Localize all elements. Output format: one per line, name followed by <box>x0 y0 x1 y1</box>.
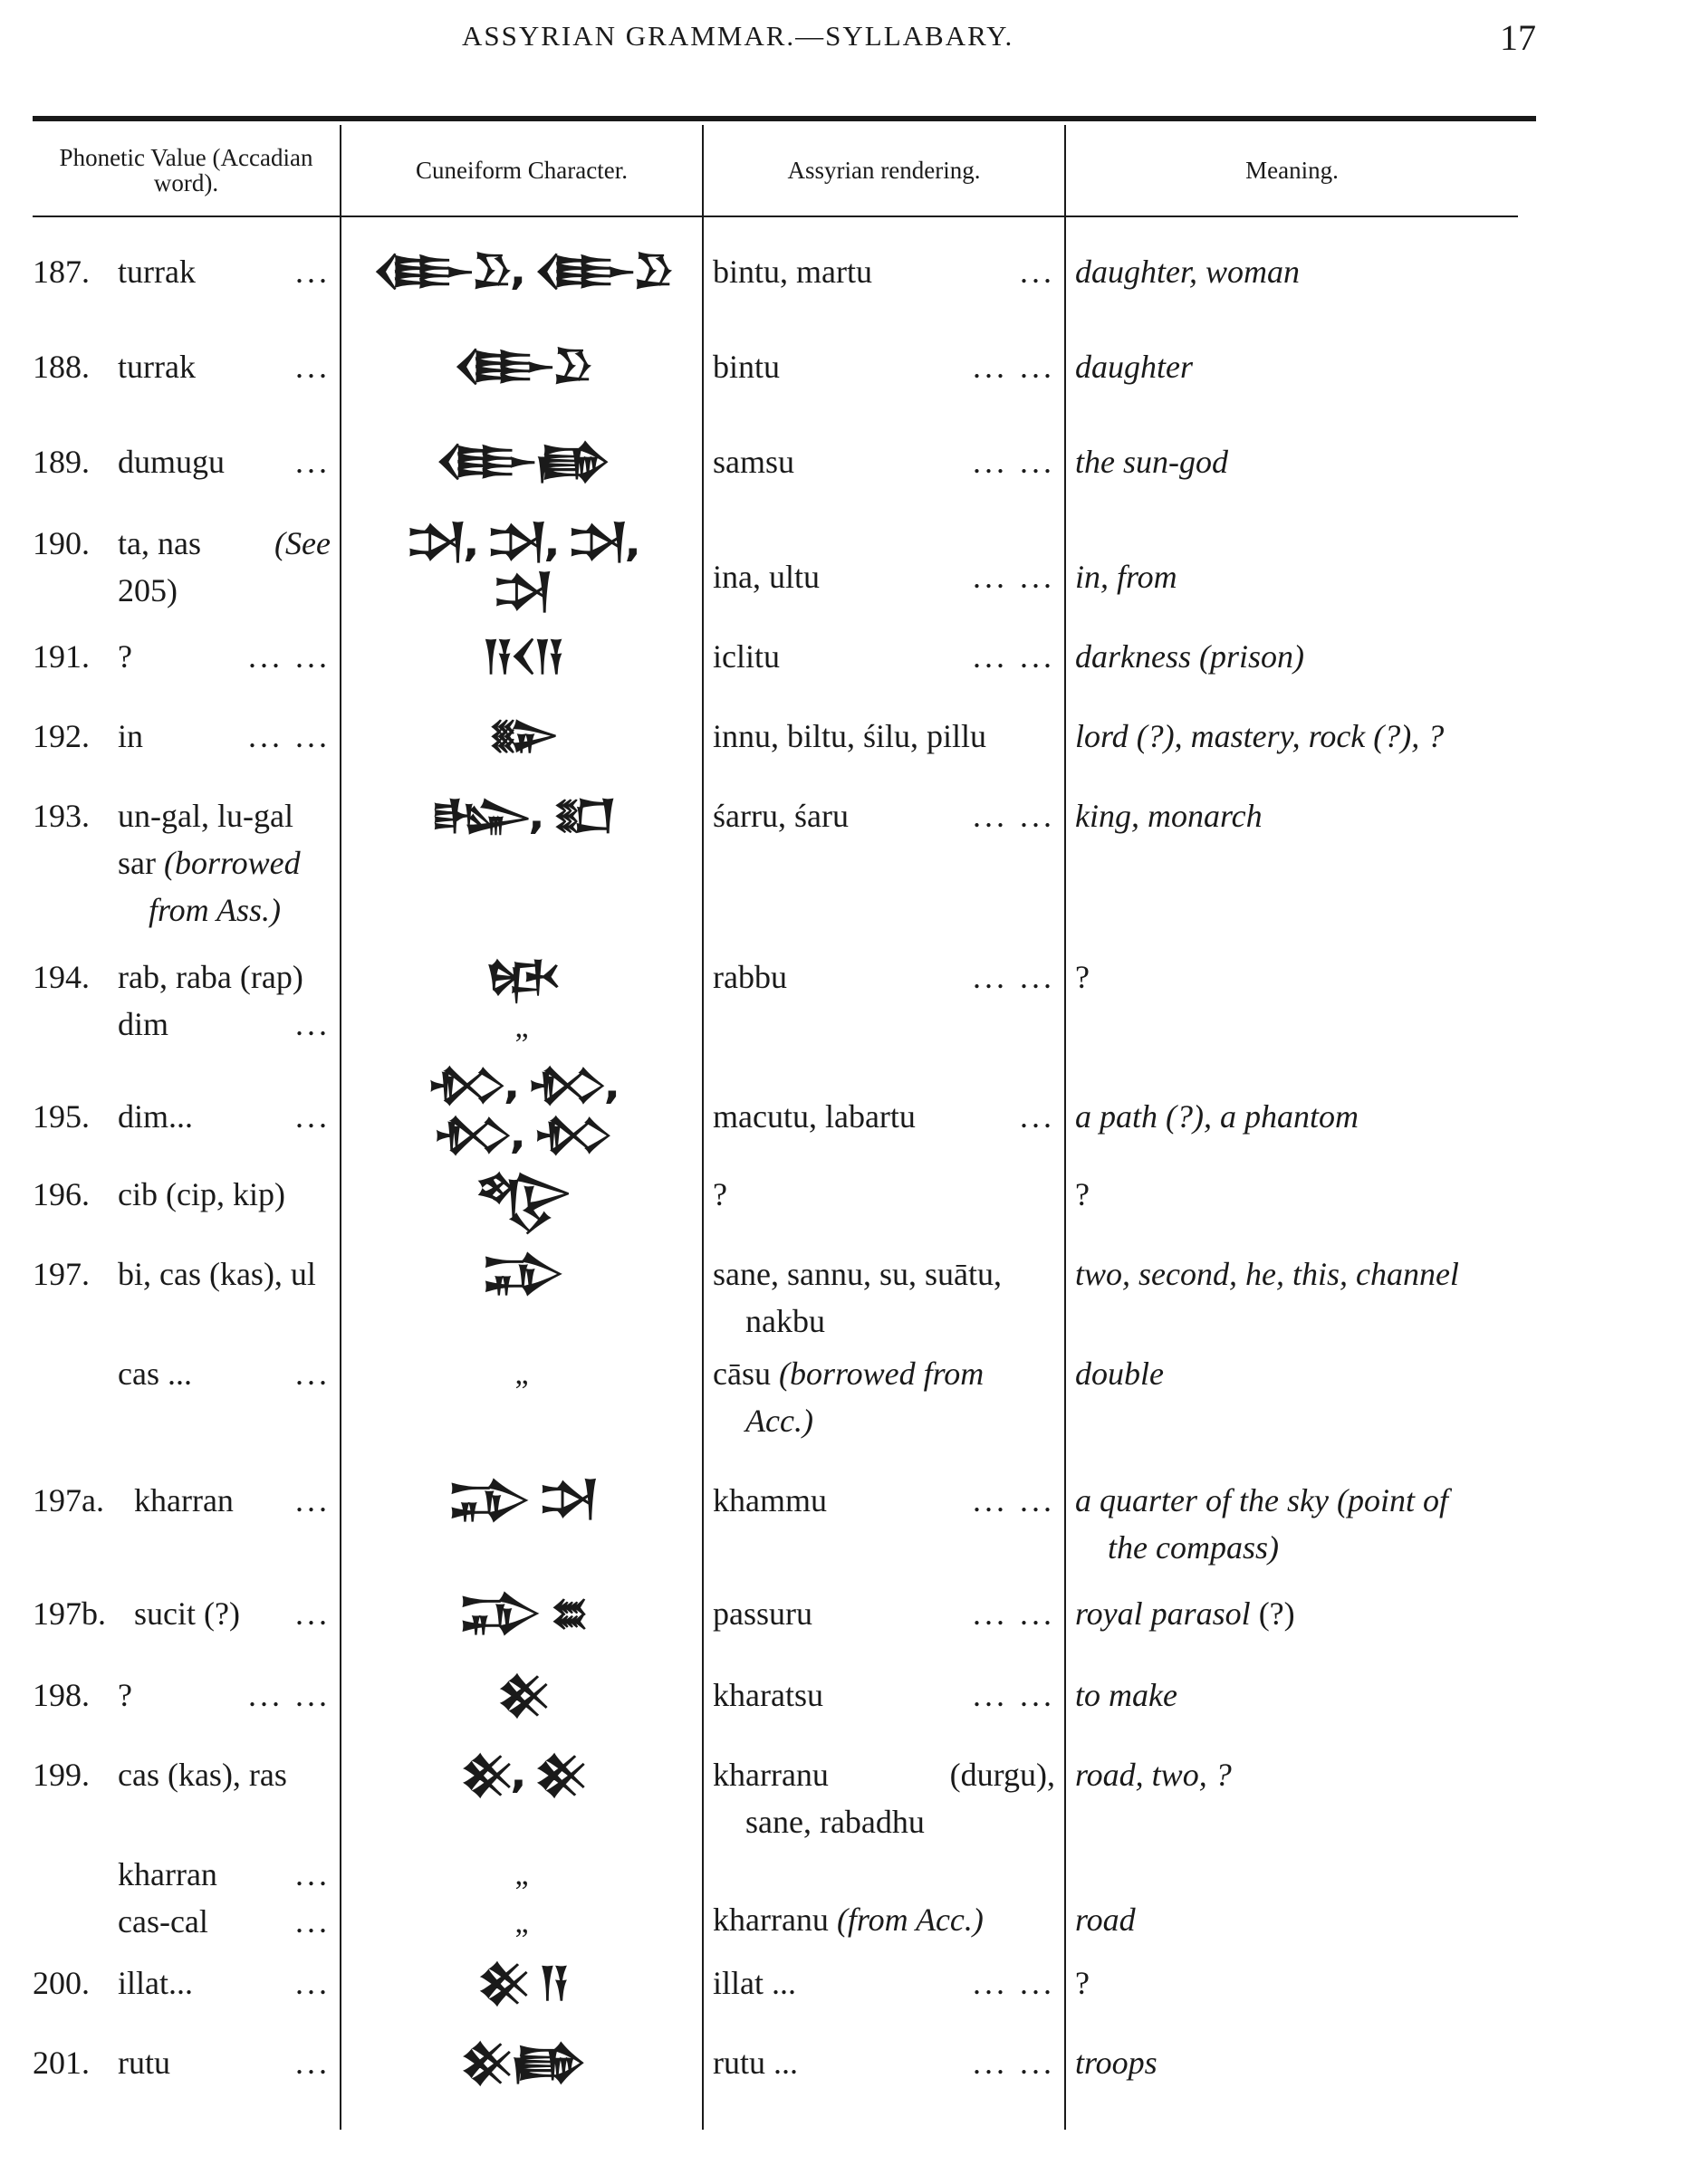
cuneiform-character: 𒋫, 𒋫, 𒋫, <box>406 520 638 566</box>
ditto-mark: „ <box>514 1011 529 1044</box>
meaning: ? <box>1075 1176 1090 1212</box>
table-row <box>33 343 1518 438</box>
ditto-mark: „ <box>514 1357 529 1391</box>
cuneiform-character: 𒆜𒂵 <box>459 2039 584 2085</box>
phonetic-value: rutu <box>118 2045 170 2081</box>
leader-dots: ... ... <box>248 638 331 675</box>
leader-dots: ... <box>1020 1098 1055 1135</box>
assyrian-rendering: bintu, martu <box>713 254 872 290</box>
meaning-cont: (?) <box>1258 1595 1295 1632</box>
table-row <box>33 713 1518 792</box>
cuneiform-character: 𒂂𒊒 <box>453 343 591 389</box>
meaning: road <box>1075 1901 1136 1938</box>
top-rule <box>33 116 1536 121</box>
meaning-cont: (?), mastery, rock (?), ? <box>1136 718 1445 754</box>
assyrian-rendering: kharranu <box>713 1757 829 1793</box>
assyrian-note: (borrowed from <box>778 1355 985 1392</box>
entry-number: 188. <box>33 349 90 385</box>
table-row <box>33 248 1518 343</box>
leader-dots: ... <box>295 1856 331 1892</box>
cuneiform-character: 𒈗, 𒊬 <box>430 792 613 838</box>
page-number: 17 <box>1500 17 1536 58</box>
phonetic-value: rab, raba (rap) <box>118 959 303 995</box>
leader-dots: ... <box>295 1482 331 1518</box>
leader-dots: ... ... <box>973 959 1055 995</box>
meaning-cont: (?), a phantom <box>1166 1098 1359 1135</box>
column-header: Assyrian rendering. <box>703 125 1065 216</box>
phonetic-value: dumugu <box>118 444 226 480</box>
entry-number: 187. <box>33 254 90 290</box>
leader-dots: ... ... <box>973 444 1055 480</box>
meaning: a path <box>1075 1098 1158 1135</box>
leader-dots: ... <box>295 1965 331 2001</box>
assyrian-rendering: illat ... <box>713 1965 796 2001</box>
meaning: ? <box>1075 959 1090 995</box>
assyrian-rendering: ina, ultu <box>713 558 820 595</box>
leader-dots: ... <box>295 2045 331 2081</box>
phonetic-value: un-gal, lu-gal <box>118 798 293 834</box>
assyrian-rendering: passuru <box>713 1595 812 1632</box>
phonetic-value: kharran <box>118 1856 217 1892</box>
meaning: daughter <box>1075 349 1193 385</box>
phonetic-value: dim... <box>118 1098 194 1135</box>
leader-dots: ... ... <box>973 349 1055 385</box>
phonetic-value: turrak <box>118 349 196 385</box>
meaning: to make <box>1075 1677 1177 1713</box>
table-row <box>33 1477 1518 1590</box>
table-row <box>33 1851 1518 1959</box>
leader-dots: ... ... <box>973 798 1055 834</box>
table-row <box>33 438 1518 520</box>
cuneiform-character: 𒁴, 𒁴 <box>433 1112 610 1158</box>
meaning: lord <box>1075 718 1129 754</box>
phonetic-value: sucit (?) <box>134 1595 240 1632</box>
cuneiform-character: 𒂂𒊒, 𒂂𒊒 <box>371 248 672 294</box>
assyrian-rendering: śarru, śaru <box>713 798 849 834</box>
page-title: ASSYRIAN GRAMMAR.—SYLLABARY. <box>462 20 1014 52</box>
leader-dots: ... ... <box>973 1595 1055 1632</box>
entry-number: 192. <box>33 718 90 754</box>
assyrian-rendering: kharranu <box>713 1901 829 1938</box>
entry-number: 195. <box>33 1098 90 1135</box>
entry-number: 197b. <box>33 1595 106 1632</box>
cuneiform-character: 𒁉 𒊺 <box>458 1590 585 1636</box>
meaning: troops <box>1075 2045 1157 2081</box>
assyrian-rendering: rabbu <box>713 959 787 995</box>
table-row <box>33 1250 1518 1350</box>
leader-dots: ... <box>295 349 331 385</box>
phonetic-value: ta, nas <box>118 525 201 561</box>
table-row <box>33 1959 1518 2039</box>
cuneiform-character: 𒁴, 𒁴, <box>427 1062 617 1108</box>
table-row <box>33 953 1518 1062</box>
table-row <box>33 1062 1518 1171</box>
phonetic-value-cont: 205) <box>118 572 178 608</box>
table-row <box>33 633 1518 713</box>
meaning: double <box>1075 1355 1164 1392</box>
assyrian-rendering: cāsu <box>713 1355 771 1392</box>
leader-dots: ... <box>295 1595 331 1632</box>
leader-dots: ... ... <box>973 2045 1055 2081</box>
entry-number: 197a. <box>33 1482 104 1518</box>
leader-dots: ... ... <box>248 1677 331 1713</box>
meaning: darkness <box>1075 638 1191 675</box>
phonetic-value: illat... <box>118 1965 193 2001</box>
meaning: two, second, he, this, channel <box>1075 1256 1459 1292</box>
column-header: Meaning. <box>1065 125 1518 216</box>
assyrian-rendering: iclitu <box>713 638 780 675</box>
phonetic-note: (See <box>274 525 331 561</box>
cuneiform-character: 𒂂𒂵 <box>435 438 609 484</box>
leader-dots: ... <box>295 444 331 480</box>
assyrian-rendering: sane, sannu, su, suātu, <box>713 1256 1002 1292</box>
phonetic-note-cont: from Ass.) <box>149 892 282 928</box>
leader-dots: ... ... <box>973 638 1055 675</box>
meaning: daughter, woman <box>1075 254 1301 290</box>
meaning: king, monarch <box>1075 798 1263 834</box>
phonetic-value: bi, cas (kas), ul <box>118 1256 316 1292</box>
cuneiform-character: 𒆜 𒀀 <box>476 1959 567 2006</box>
entry-number: 193. <box>33 798 90 834</box>
assyrian-rendering: kharatsu <box>713 1677 823 1713</box>
entry-number: 199. <box>33 1757 90 1793</box>
entry-number: 189. <box>33 444 90 480</box>
meaning: royal parasol <box>1075 1595 1251 1632</box>
phonetic-value: cib (cip, kip) <box>118 1176 285 1212</box>
table-row <box>33 1171 1518 1250</box>
table-header-row <box>33 125 1518 216</box>
table-row <box>33 520 1518 633</box>
leader-dots: ... ... <box>973 1677 1055 1713</box>
meaning: road, two, ? <box>1075 1757 1232 1793</box>
assyrian-rendering: macutu, labartu <box>713 1098 916 1135</box>
assyrian-rendering: rutu ... <box>713 2045 798 2081</box>
column-header: Cuneiform Character. <box>341 125 703 216</box>
leader-dots: ... ... <box>973 1482 1055 1518</box>
phonetic-value: cas ... <box>118 1355 192 1392</box>
entry-number: 196. <box>33 1176 90 1212</box>
phonetic-value-cont: cas-cal <box>118 1903 208 1940</box>
ditto-mark: „ <box>514 1858 529 1892</box>
phonetic-value: ? <box>118 638 132 675</box>
phonetic-value: cas (kas), ras <box>118 1757 287 1793</box>
assyrian-note: (durgu), <box>949 1757 1055 1793</box>
cuneiform-character: 𒁉 𒋫 <box>447 1477 596 1523</box>
column-header: Phonetic Value (Accadian word). <box>33 125 341 216</box>
assyrian-note-cont: Acc.) <box>745 1403 813 1439</box>
cuneiform-character: 𒀀𒌋𒀀 <box>482 633 562 679</box>
cuneiform-character: 𒋫 <box>493 570 551 616</box>
leader-dots: ... ... <box>973 558 1055 595</box>
assyrian-rendering: ? <box>713 1176 727 1212</box>
entry-number: 190. <box>33 525 90 561</box>
entry-number: 194. <box>33 959 90 995</box>
entry-number: 201. <box>33 2045 90 2081</box>
table-row <box>33 1751 1518 1851</box>
leader-dots: ... <box>295 1355 331 1392</box>
phonetic-note: (borrowed <box>163 845 301 881</box>
assyrian-rendering: samsu <box>713 444 794 480</box>
leader-dots: ... <box>295 254 331 290</box>
entry-number: 197. <box>33 1256 90 1292</box>
running-head <box>0 17 1681 65</box>
table-row <box>33 1672 1518 1751</box>
meaning-cont: the compass) <box>1108 1529 1279 1566</box>
phonetic-value-cont: dim <box>118 1006 169 1042</box>
leader-dots: ... <box>295 1098 331 1135</box>
leader-dots: ... <box>1020 254 1055 290</box>
ditto-mark: „ <box>514 1906 529 1940</box>
cuneiform-character: 𒁉 <box>482 1250 562 1297</box>
cuneiform-character: 𒆜, 𒆜 <box>459 1751 584 1797</box>
entry-number: 191. <box>33 638 90 675</box>
meaning: a quarter of the sky (point of <box>1075 1482 1448 1518</box>
phonetic-value-cont: sar <box>118 845 156 881</box>
phonetic-value: in <box>118 718 144 754</box>
meaning: ? <box>1075 1965 1090 2001</box>
phonetic-value: ? <box>118 1677 132 1713</box>
meaning-note: (prison) <box>1199 638 1304 675</box>
assyrian-rendering-cont: sane, rabadhu <box>745 1804 925 1840</box>
table-row <box>33 1590 1518 1672</box>
leader-dots: ... <box>295 1006 331 1042</box>
cuneiform-character: 𒁮 <box>485 953 559 1000</box>
assyrian-note: (from Acc.) <box>836 1901 984 1938</box>
cuneiform-character: 𒈜 <box>475 1171 569 1217</box>
leader-dots: ... <box>295 1903 331 1940</box>
table-row <box>33 792 1518 953</box>
cuneiform-character: 𒅔 <box>487 713 556 759</box>
cuneiform-character: 𒆜 <box>496 1672 547 1718</box>
meaning: the sun-god <box>1075 444 1228 480</box>
assyrian-rendering-cont: nakbu <box>745 1303 825 1339</box>
entry-number: 198. <box>33 1677 90 1713</box>
assyrian-rendering: bintu <box>713 349 781 385</box>
syllabary-table <box>33 125 1518 2130</box>
leader-dots: ... ... <box>973 1965 1055 2001</box>
phonetic-value: turrak <box>118 254 196 290</box>
table-row <box>33 1350 1518 1477</box>
assyrian-rendering: khammu <box>713 1482 827 1518</box>
leader-dots: ... ... <box>248 718 331 754</box>
phonetic-value: kharran <box>134 1482 234 1518</box>
meaning: in, from <box>1075 558 1177 595</box>
entry-number: 200. <box>33 1965 90 2001</box>
assyrian-rendering: innu, biltu, śilu, pillu <box>713 718 987 754</box>
table-row <box>33 2039 1518 2130</box>
